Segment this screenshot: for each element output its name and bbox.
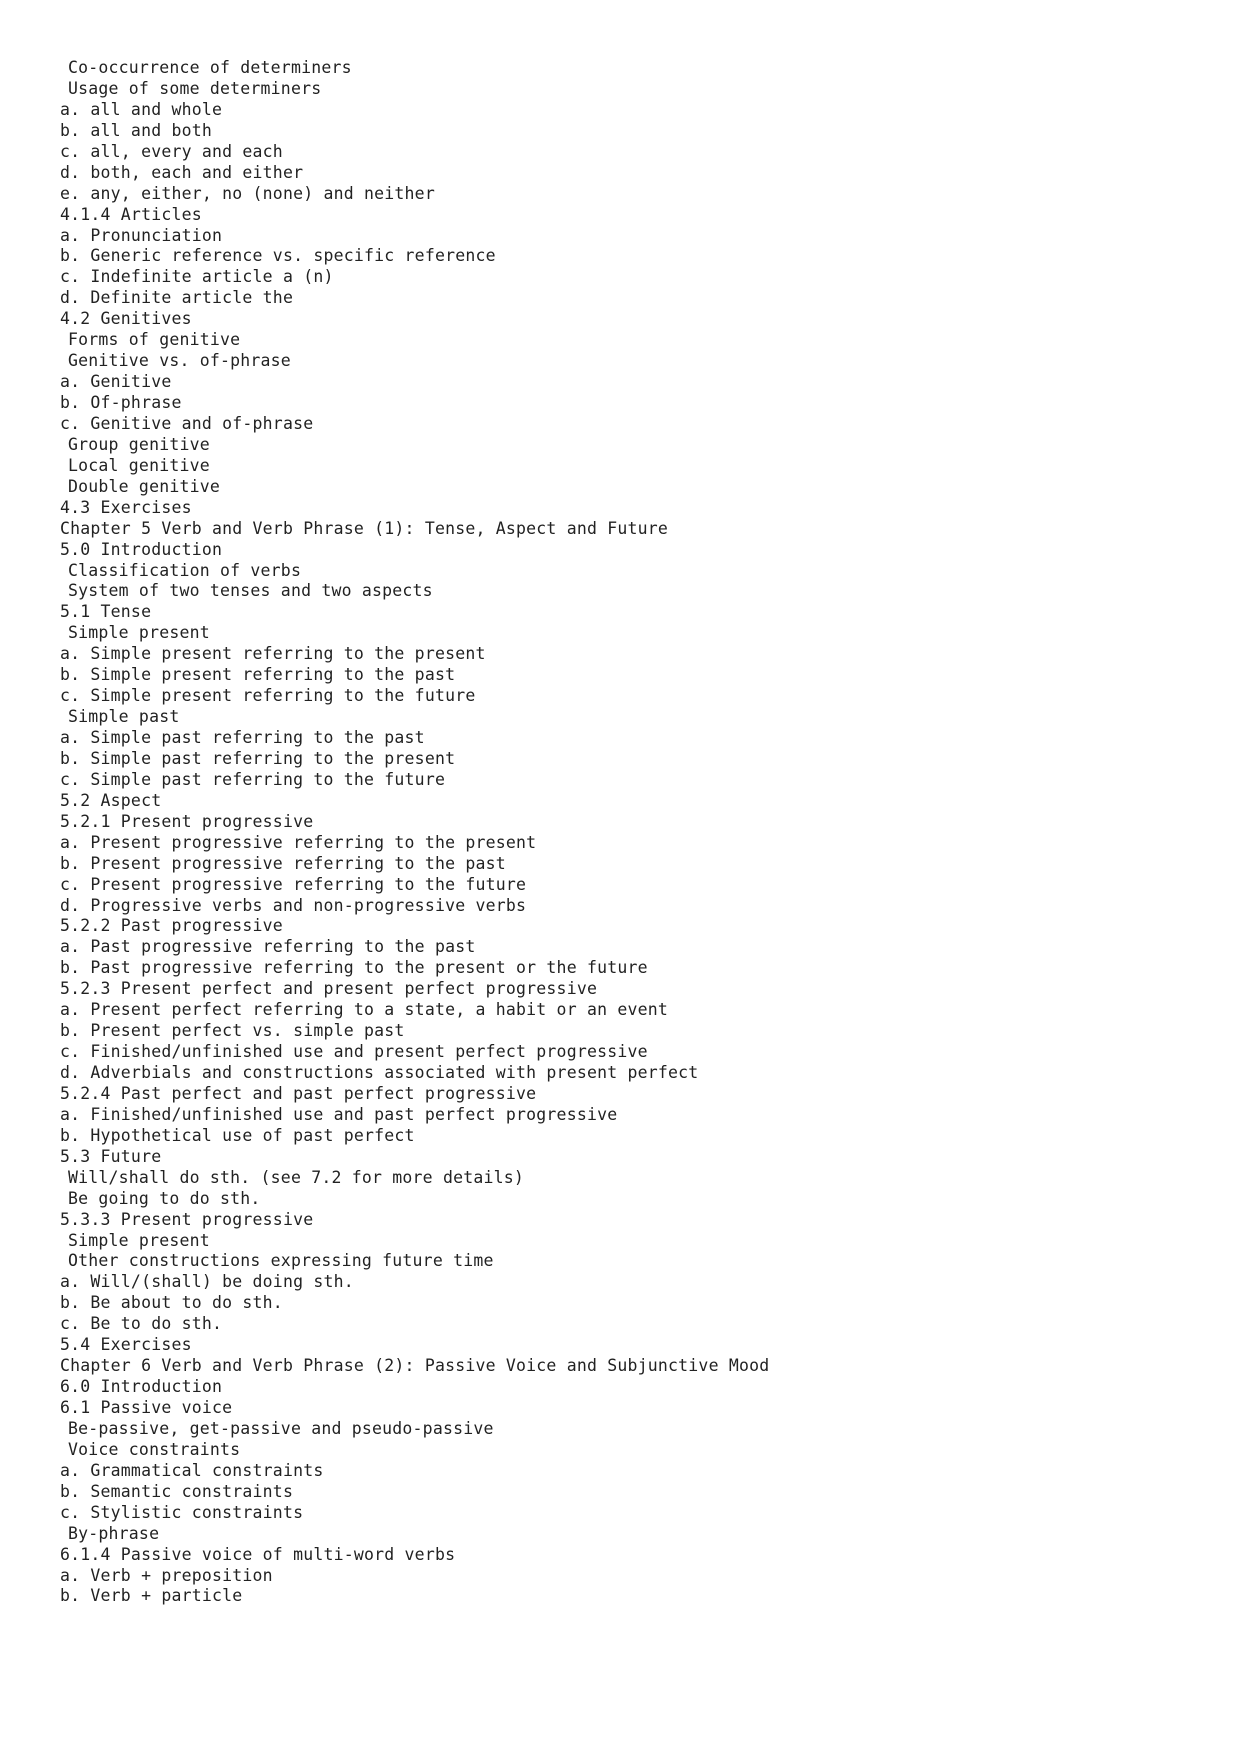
- outline-line: Simple past: [68, 707, 180, 727]
- outline-line: 5.1 Tense: [60, 602, 152, 622]
- outline-line: a. Will/(shall) be doing sth.: [60, 1272, 354, 1292]
- outline-line: System of two tenses and two aspects: [68, 581, 433, 601]
- outline-line: c. all, every and each: [60, 141, 283, 161]
- outline-line: Chapter 5 Verb and Verb Phrase (1): Tense, Aspect and Future: [60, 518, 669, 538]
- outline-line: b. Present perfect vs. simple past: [60, 1021, 405, 1041]
- outline-line: 6.1.4 Passive voice of multi-word verbs: [60, 1544, 456, 1564]
- outline-line: d. Definite article the: [60, 288, 294, 308]
- outline-line: 5.4 Exercises: [60, 1335, 192, 1355]
- document-page: [60, 58, 1180, 1607]
- outline-line: 5.3.3 Present progressive: [60, 1209, 314, 1229]
- outline-line: a. all and whole: [60, 99, 223, 119]
- outline-line: 4.3 Exercises: [60, 497, 192, 517]
- outline-line: d. Adverbials and constructions associated with present perfect: [60, 1063, 699, 1082]
- outline-line: 5.0 Introduction: [60, 539, 223, 559]
- outline-line: c. Stylistic constraints: [60, 1502, 304, 1522]
- outline-line: Be-passive, get-passive and pseudo-passive: [68, 1418, 494, 1438]
- outline-line: Group genitive: [68, 434, 210, 454]
- outline-line: Genitive vs. of-phrase: [68, 351, 291, 371]
- outline-line: Classification of verbs: [68, 560, 302, 580]
- outline-line: a. Present progressive referring to the present: [60, 832, 537, 852]
- outline-line: c. Simple past referring to the future: [60, 769, 446, 789]
- outline-line: 5.2 Aspect: [60, 790, 162, 810]
- outline-line: Local genitive: [68, 455, 210, 475]
- outline-line: a. Grammatical constraints: [60, 1460, 324, 1480]
- outline-line: a. Simple past referring to the past: [60, 728, 425, 747]
- outline-line: Forms of genitive: [68, 330, 241, 350]
- outline-line: 6.0 Introduction: [60, 1377, 223, 1397]
- outline-line: b. Past progressive referring to the present or the future: [60, 958, 648, 978]
- outline-line: 4.1.4 Articles: [60, 204, 202, 224]
- outline-line: Voice constraints: [68, 1439, 241, 1459]
- outline-line: 4.2 Genitives: [60, 309, 192, 329]
- outline-line: d. Progressive verbs and non-progressive verbs: [60, 895, 527, 915]
- outline-line: 5.2.3 Present perfect and present perfect progressive: [60, 979, 598, 999]
- outline-line: b. Simple past referring to the present: [60, 748, 456, 768]
- outline-line: c. Finished/unfinished use and present perfect progressive: [60, 1042, 648, 1062]
- outline-line: 5.2.4 Past perfect and past perfect progressive: [60, 1083, 537, 1103]
- outline-line: c. Simple present referring to the future: [60, 686, 476, 706]
- outline-line: Simple present: [68, 623, 210, 643]
- outline-line: Usage of some determiners: [68, 78, 322, 98]
- outline-line: a. Simple present referring to the present: [60, 644, 486, 664]
- outline-line: b. Hypothetical use of past perfect: [60, 1125, 415, 1145]
- outline-line: 5.2.2 Past progressive: [60, 916, 283, 936]
- outline-line: b. Simple present referring to the past: [60, 665, 456, 685]
- outline-line: b. all and both: [60, 120, 213, 140]
- outline-line: Double genitive: [68, 476, 221, 496]
- outline-line: c. Indefinite article a (n): [60, 267, 334, 287]
- outline-line: a. Present perfect referring to a state, a habit or an event: [60, 1000, 669, 1020]
- outline-line: b. Generic reference vs. specific reference: [60, 246, 496, 266]
- outline-line: b. Verb + particle: [60, 1586, 243, 1606]
- outline-line: e. any, either, no (none) and neither: [60, 183, 435, 203]
- outline-line: 5.3 Future: [60, 1146, 162, 1166]
- outline-line: b. Of-phrase: [60, 393, 182, 412]
- outline-line: Simple present: [68, 1230, 210, 1250]
- outline-line: a. Past progressive referring to the past: [60, 937, 476, 957]
- outline-line: Will/shall do sth. (see 7.2 for more details): [68, 1167, 525, 1187]
- outline-line: Chapter 6 Verb and Verb Phrase (2): Passive Voice and Subjunctive Mood: [60, 1356, 770, 1376]
- outline-line: By-phrase: [68, 1523, 160, 1543]
- outline-line: a. Genitive: [60, 372, 172, 392]
- outline-line: a. Pronunciation: [60, 225, 223, 245]
- outline-line: d. both, each and either: [60, 162, 304, 182]
- outline-line: c. Be to do sth.: [60, 1314, 223, 1334]
- outline-line: Other constructions expressing future time: [68, 1251, 494, 1271]
- outline-line: b. Semantic constraints: [60, 1481, 294, 1501]
- outline-line: 5.2.1 Present progressive: [60, 811, 314, 831]
- outline-line: Be going to do sth.: [68, 1188, 261, 1208]
- outline-line: c. Present progressive referring to the future: [60, 874, 527, 894]
- outline-line: a. Finished/unfinished use and past perfect progressive: [60, 1104, 618, 1124]
- outline-line: c. Genitive and of-phrase: [60, 413, 314, 433]
- outline-line: 6.1 Passive voice: [60, 1398, 233, 1417]
- outline-line: Co-occurrence of determiners: [68, 58, 352, 77]
- outline-line: b. Present progressive referring to the past: [60, 853, 506, 873]
- outline-line: b. Be about to do sth.: [60, 1293, 283, 1313]
- outline-line: a. Verb + preposition: [60, 1565, 273, 1585]
